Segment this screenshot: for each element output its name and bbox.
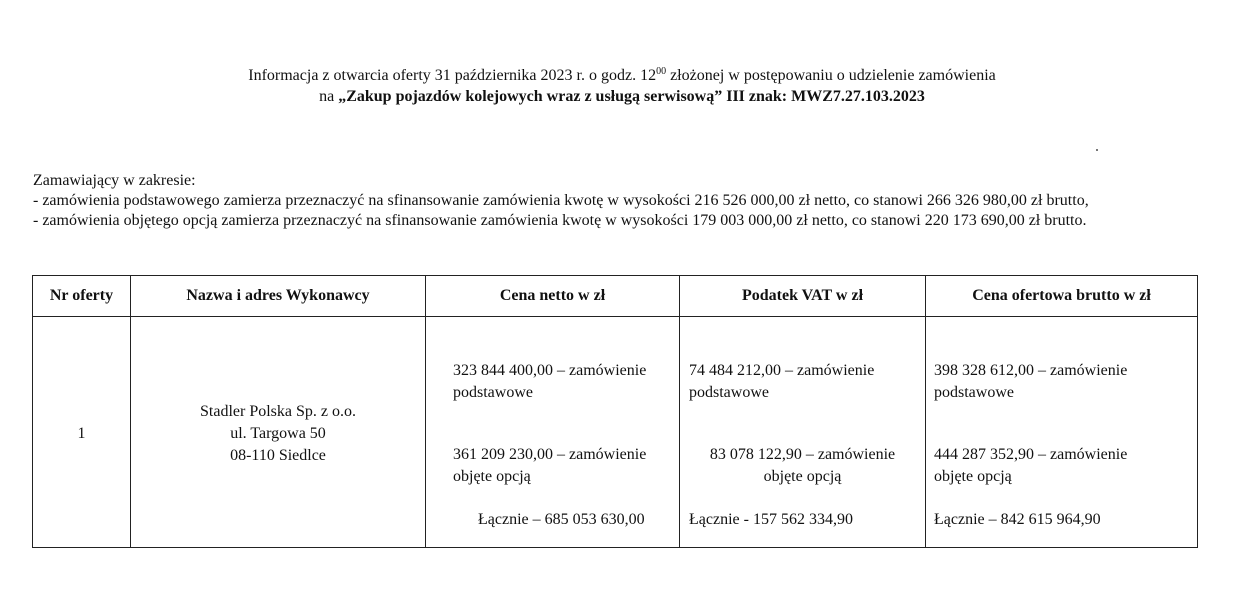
- document-title-line-2: [0, 87, 1244, 107]
- title-prefix: na: [319, 88, 339, 105]
- net-price-cell: [426, 317, 680, 548]
- gross-price-cell: [926, 317, 1198, 548]
- gross-basic: [934, 360, 1127, 404]
- net-basic-label: podstawowe: [453, 384, 533, 401]
- vat-basic: [689, 360, 874, 404]
- net-basic: [453, 360, 646, 404]
- gross-option: [934, 444, 1127, 488]
- gross-option-label: objęte opcją: [934, 468, 1012, 485]
- column-header-offer-number: Nr oferty: [33, 276, 131, 317]
- vat-cell: [680, 317, 926, 548]
- table-header-row: [33, 276, 1198, 317]
- gross-basic-label: podstawowe: [934, 384, 1014, 401]
- gross-basic-amount: 398 328 612,00 – zamówienie: [934, 362, 1128, 379]
- column-header-gross-price: Cena ofertowa brutto w zł: [926, 276, 1198, 317]
- title-text-suffix: złożonej w postępowaniu o udzielenie zamówienia: [666, 67, 996, 84]
- net-option: [453, 444, 646, 488]
- vat-option: [680, 444, 925, 488]
- procurement-subject: „Zakup pojazdów kolejowych wraz z usługą serwisową” III znak: MWZ7.27.103.2023: [338, 88, 925, 105]
- intro-option-budget: - zamówienia objętego opcją zamierza przeznaczyć na sfinansowanie zamówienia kwotę w wysokości 179 003 000,00 zł netto, co stanowi 220 173 690,00 zł brutto.: [33, 212, 1087, 229]
- contractor-city: 08-110 Siedlce: [230, 447, 326, 464]
- intro-lead: Zamawiający w zakresie:: [33, 172, 196, 189]
- vat-total: Łącznie - 157 562 334,90: [689, 511, 853, 528]
- gross-option-amount: 444 287 352,90 – zamówienie: [934, 446, 1128, 463]
- vat-basic-label: podstawowe: [689, 384, 769, 401]
- vat-basic-amount: 74 484 212,00 – zamówienie: [689, 362, 875, 379]
- net-option-amount: 361 209 230,00 – zamówienie: [453, 446, 647, 463]
- table-row: [33, 317, 1198, 548]
- column-header-net-price: Cena netto w zł: [426, 276, 680, 317]
- net-total: Łącznie – 685 053 630,00: [478, 511, 645, 528]
- vat-option-label: objęte opcją: [763, 468, 842, 485]
- budget-intro: [33, 171, 1089, 231]
- contractor-cell: [131, 317, 426, 548]
- title-text: Informacja z otwarcia oferty 31 października 2023 r. o godz. 12: [248, 67, 657, 84]
- contractor-name: Stadler Polska Sp. z o.o.: [200, 403, 356, 420]
- offer-number: 1: [77, 425, 86, 442]
- net-basic-amount: 323 844 400,00 – zamówienie: [453, 362, 647, 379]
- contractor-address: [131, 401, 425, 467]
- column-header-vat: Podatek VAT w zł: [680, 276, 926, 317]
- column-header-contractor: Nazwa i adres Wykonawcy: [131, 276, 426, 317]
- time-minutes-superscript: 00: [656, 66, 667, 77]
- net-option-label: objęte opcją: [453, 468, 531, 485]
- gross-total: Łącznie – 842 615 964,90: [934, 511, 1101, 528]
- scan-dot: [1096, 149, 1098, 151]
- document-title-line-1: [0, 66, 1244, 86]
- vat-option-amount: 83 078 122,90 – zamówienie: [709, 446, 896, 463]
- contractor-street: ul. Targowa 50: [230, 425, 326, 442]
- intro-basic-budget: - zamówienia podstawowego zamierza przeznaczyć na sfinansowanie zamówienia kwotę w wysokości 216 526 000,00 zł netto, co stanowi 266 326 980,00 zł brutto,: [33, 192, 1089, 209]
- offers-table: [32, 275, 1198, 548]
- offer-number-cell: [33, 317, 131, 548]
